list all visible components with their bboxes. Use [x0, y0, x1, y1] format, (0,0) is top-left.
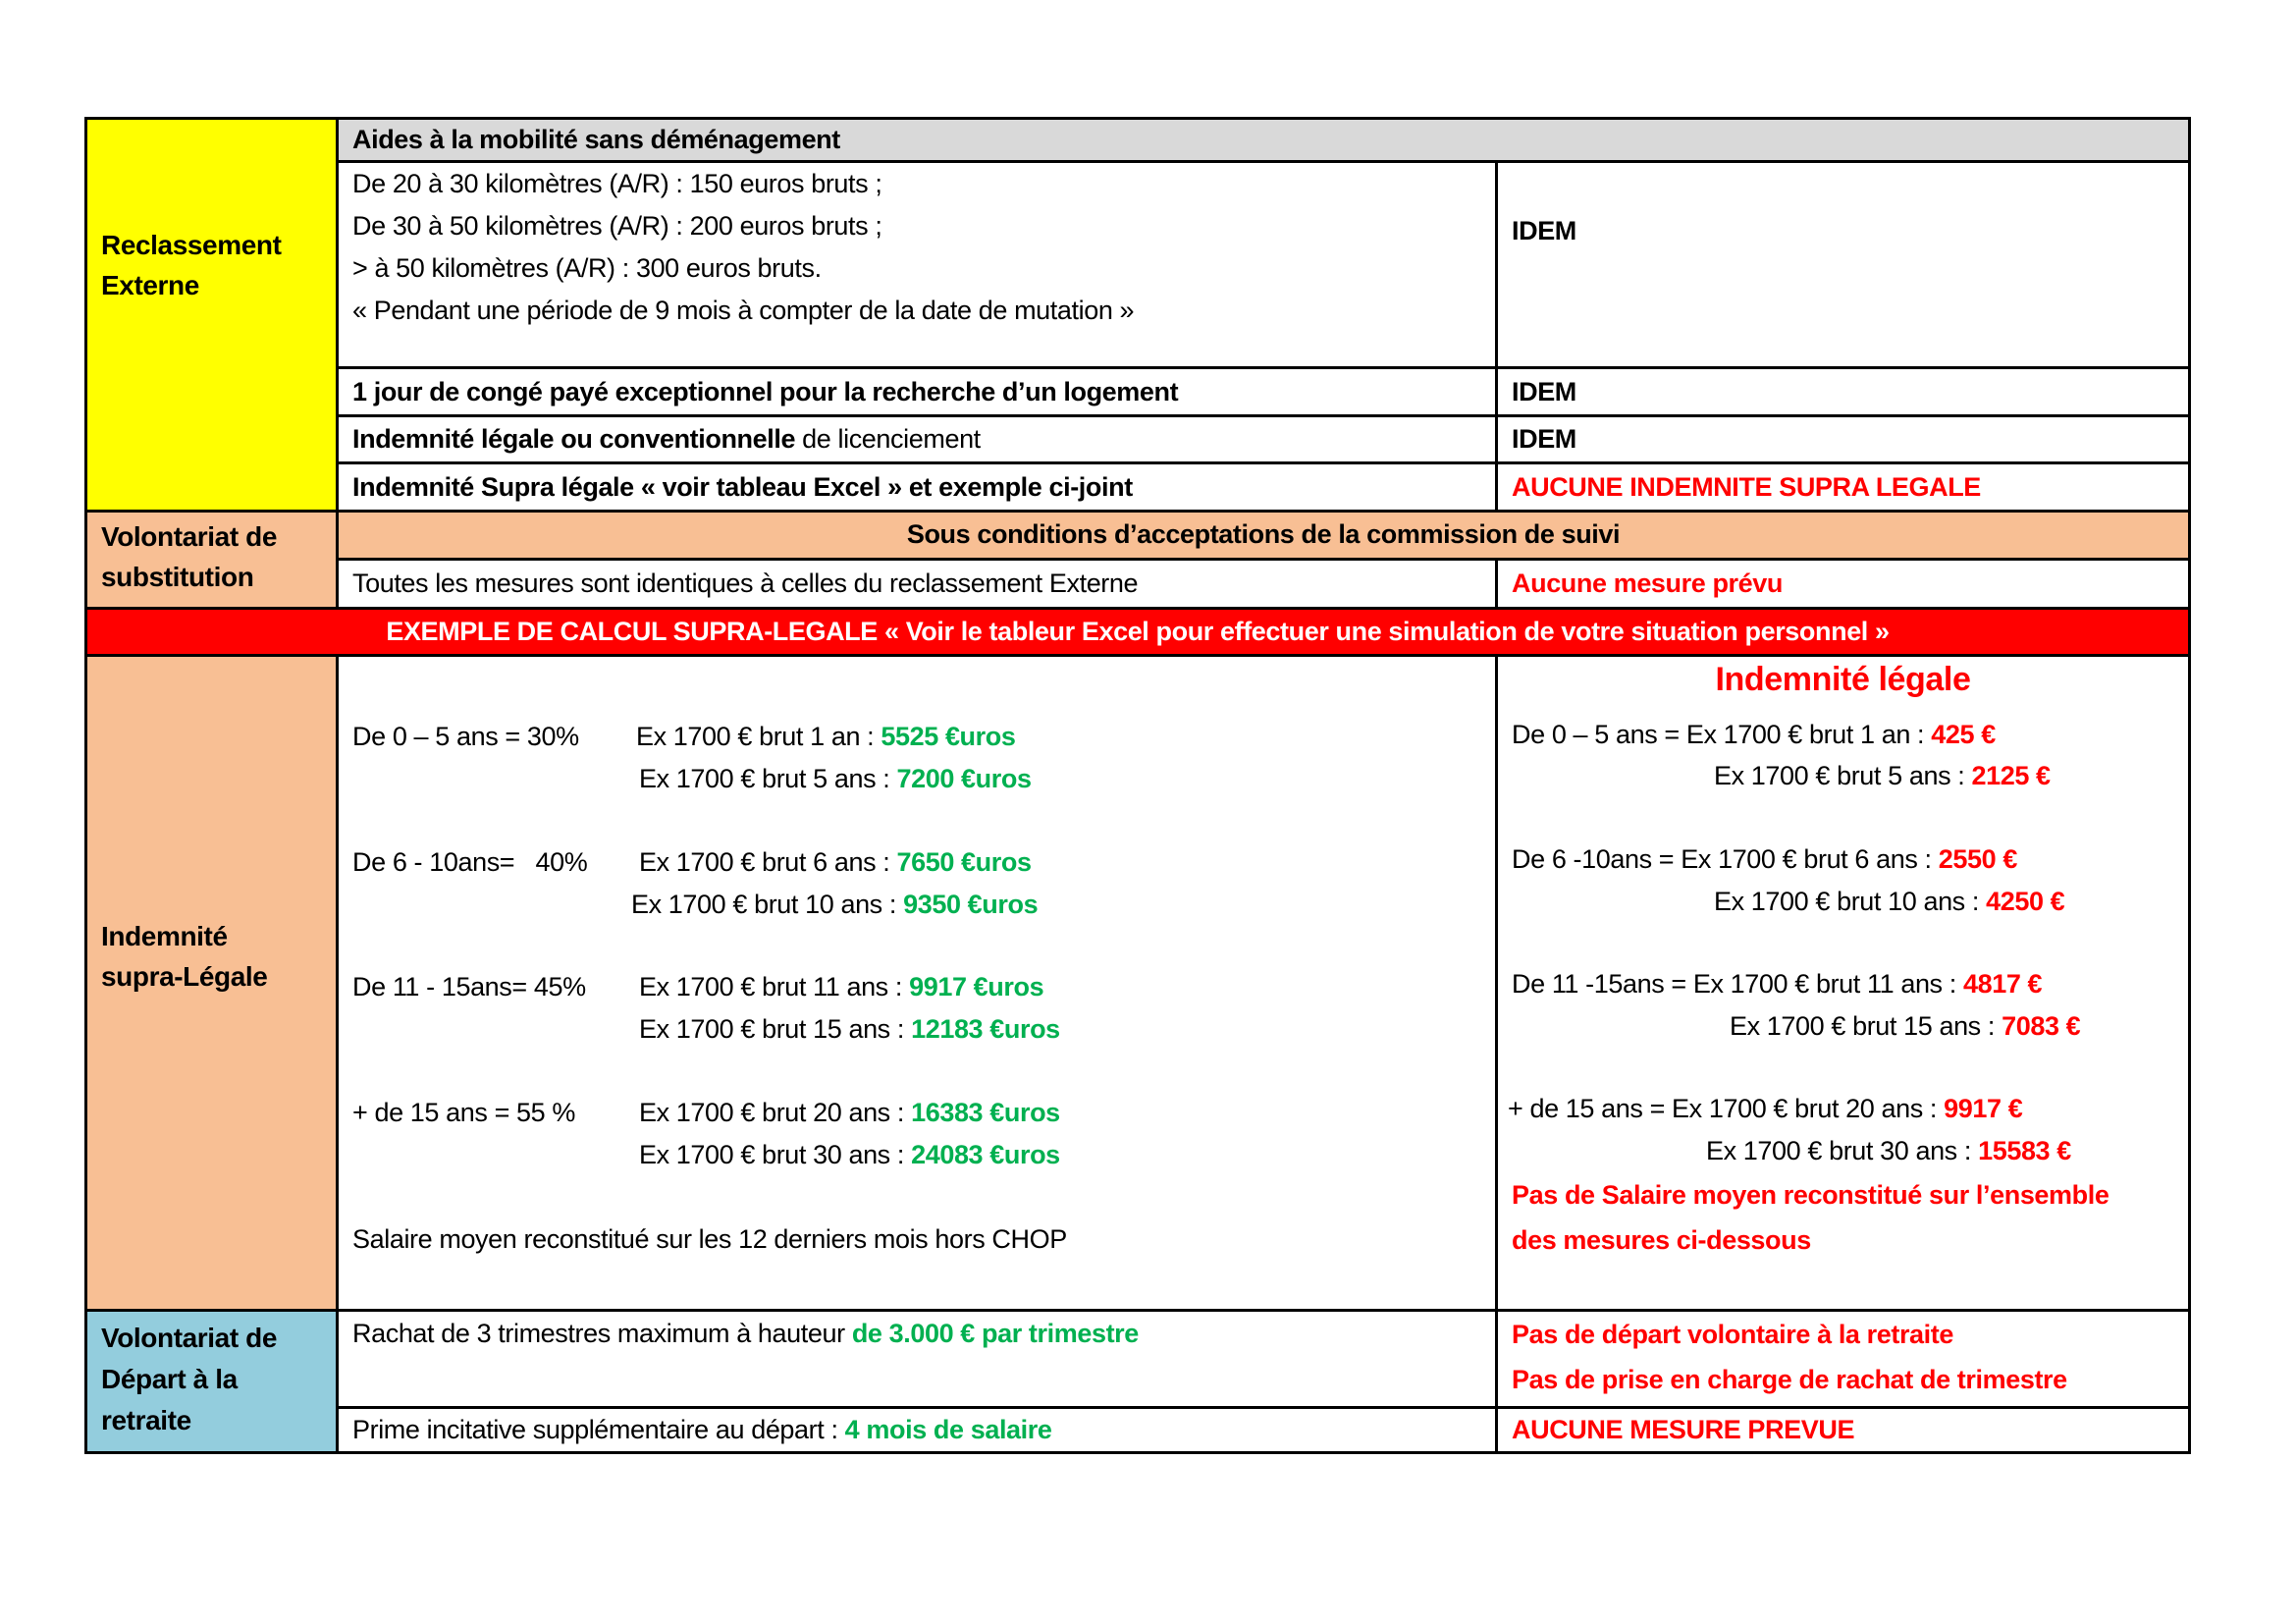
grid-line	[1495, 558, 1498, 610]
supra-bracket: De 11 - 15ans= 45%	[352, 972, 586, 1001]
comparison-table	[84, 117, 2191, 1454]
example-value: 425 €	[1931, 720, 1996, 749]
mobility-line: De 30 à 50 kilomètres (A/R) : 200 euros bruts ;	[352, 211, 882, 241]
retraite-label-line1: Volontariat de	[101, 1323, 278, 1353]
example-text: Ex 1700 € brut 6 ans :	[1681, 844, 1939, 874]
row-text-bold: Indemnité légale ou conventionnelle	[352, 424, 796, 454]
example-text: Ex 1700 € brut 30 ans :	[1706, 1136, 1979, 1165]
retraite-row1-right-line: Pas de prise en charge de rachat de trimestre	[1512, 1365, 2067, 1394]
example-value: 5525 €uros	[881, 722, 1016, 751]
example-value: 7650 €uros	[896, 847, 1032, 877]
mobility-compare: IDEM	[1512, 216, 1576, 245]
example-value: 2125 €	[1971, 761, 2051, 790]
retraite-row1-value: de 3.000 € par trimestre	[851, 1319, 1139, 1348]
reclassement-label-line1: Reclassement	[101, 230, 282, 260]
mobility-details	[339, 163, 1495, 366]
mobility-header: Aides à la mobilité sans déménagement	[339, 120, 2188, 160]
legal-bracket: De 0 – 5 ans =	[1512, 720, 1686, 749]
example-value: 9350 €uros	[903, 890, 1039, 919]
legal-bracket: De 6 -10ans =	[1512, 844, 1682, 874]
retraite-row2-text: Prime incitative supplémentaire au départ :	[352, 1415, 845, 1444]
grid-line	[87, 654, 2188, 657]
example-value: 12183 €uros	[911, 1014, 1060, 1044]
grid-line	[336, 461, 2188, 464]
supra-example	[639, 1092, 1060, 1134]
legal-bracket: De 11 -15ans =	[1512, 969, 1693, 999]
supra-bracket: De 6 - 10ans= 40%	[352, 847, 588, 877]
retraite-row1-left	[339, 1312, 1495, 1406]
example-value: 15583 €	[1978, 1136, 2071, 1165]
example-text: Ex 1700 € brut 5 ans :	[639, 764, 897, 793]
mobility-line: > à 50 kilomètres (A/R) : 300 euros bruts.	[352, 253, 822, 283]
grid-line	[336, 366, 2188, 369]
reclassement-row	[339, 369, 1495, 414]
supra-label-line2: supra-Légale	[101, 961, 268, 992]
example-text: Ex 1700 € brut 1 an :	[636, 722, 881, 751]
substitution-left: Toutes les mesures sont identiques à celles du reclassement Externe	[352, 568, 1139, 598]
retraite-row1-right-line: Pas de départ volontaire à la retraite	[1512, 1320, 1953, 1349]
legal-title: Indemnité légale	[1715, 661, 1971, 698]
retraite-label-line3: retraite	[101, 1405, 191, 1435]
legal-example	[1512, 714, 1996, 756]
retraite-label-line2: Départ à la	[101, 1364, 238, 1394]
example-text: Ex 1700 € brut 11 ans :	[1692, 969, 1963, 999]
supra-example	[636, 716, 1015, 758]
grid-line	[87, 510, 2188, 513]
reclassement-row	[339, 464, 1495, 510]
retraite-row2-value: 4 mois de salaire	[844, 1415, 1052, 1444]
grid-line	[336, 558, 2188, 561]
retraite-row2-left	[339, 1409, 1495, 1451]
example-text: Ex 1700 € brut 20 ans :	[1672, 1094, 1945, 1123]
retraite-row1-text: Rachat de 3 trimestres maximum à hauteur	[352, 1319, 852, 1348]
grid-line	[1495, 160, 1498, 513]
retraite-row1-right	[1498, 1312, 2188, 1406]
example-value: 16383 €uros	[911, 1098, 1060, 1127]
supra-example-banner: EXEMPLE DE CALCUL SUPRA-LEGALE « Voir le tableur Excel pour effectuer une simulation de votre situation personnel »	[87, 610, 2188, 654]
grid-line	[336, 1406, 2188, 1409]
reclassement-row-compare: IDEM	[1512, 377, 1576, 406]
example-value: 4817 €	[1962, 969, 2043, 999]
legal-example	[1512, 963, 2042, 1005]
example-value: 9917 €uros	[909, 972, 1044, 1001]
section-label-retraite	[87, 1312, 336, 1451]
example-text: Ex 1700 € brut 20 ans :	[639, 1098, 912, 1127]
example-value: 2550 €	[1938, 844, 2017, 874]
legal-example	[1714, 755, 2051, 797]
legal-bracket: + de 15 ans =	[1508, 1094, 1673, 1123]
supra-example	[639, 841, 1032, 884]
reclassement-row-compare: AUCUNE INDEMNITE SUPRA LEGALE	[1512, 472, 1981, 502]
section-label-supra	[87, 657, 336, 1309]
example-text: Ex 1700 € brut 10 ans :	[1714, 887, 1987, 916]
example-value: 4250 €	[1986, 887, 2065, 916]
example-text: Ex 1700 € brut 15 ans :	[1730, 1011, 2002, 1041]
mobility-line: « Pendant une période de 9 mois à compter de la date de mutation »	[352, 296, 1135, 325]
substitution-header: Sous conditions d’acceptations de la commission de suivi	[339, 513, 2188, 558]
substitution-right: Aucune mesure prévu	[1512, 568, 1783, 598]
row-text: de licenciement	[795, 424, 981, 454]
supra-example	[639, 1134, 1060, 1176]
reclassement-row-compare: IDEM	[1512, 424, 1576, 454]
supra-label-line1: Indemnité	[101, 921, 228, 951]
example-value: 9917 €	[1944, 1094, 2023, 1123]
grid-line	[336, 654, 339, 1454]
supra-left-panel	[339, 657, 1495, 1309]
legal-note-line: Pas de Salaire moyen reconstitué sur l’ensemble	[1512, 1180, 2109, 1210]
legal-example	[1512, 839, 2017, 881]
supra-example	[639, 966, 1043, 1008]
section-label-substitution	[87, 513, 336, 607]
grid-line	[336, 120, 339, 610]
example-text: Ex 1700 € brut 15 ans :	[639, 1014, 912, 1044]
legal-note-line: des mesures ci-dessous	[1512, 1225, 1811, 1255]
grid-line	[87, 607, 2188, 610]
supra-bracket: De 0 – 5 ans = 30%	[352, 722, 579, 751]
example-text: Ex 1700 € brut 1 an :	[1685, 720, 1932, 749]
grid-line	[336, 414, 2188, 417]
legal-example	[1706, 1130, 2071, 1172]
grid-line	[1495, 654, 1498, 1454]
supra-example	[639, 758, 1032, 800]
retraite-row2-right: AUCUNE MESURE PREVUE	[1512, 1415, 1855, 1444]
row-text-bold: 1 jour de congé payé exceptionnel pour la recherche d’un logement	[352, 377, 1179, 406]
substitution-label-line1: Volontariat de	[101, 521, 278, 552]
legal-example	[1730, 1005, 2080, 1048]
legal-example	[1714, 881, 2064, 923]
supra-bracket: + de 15 ans = 55 %	[352, 1098, 575, 1127]
section-label-reclassement	[87, 120, 336, 510]
example-text: Ex 1700 € brut 5 ans :	[1714, 761, 1972, 790]
example-text: Ex 1700 € brut 6 ans :	[639, 847, 897, 877]
example-text: Ex 1700 € brut 30 ans :	[639, 1140, 912, 1169]
supra-note: Salaire moyen reconstitué sur les 12 derniers mois hors CHOP	[352, 1224, 1067, 1254]
legal-right-panel	[1498, 657, 2188, 1309]
reclassement-row	[339, 417, 1495, 461]
example-value: 7083 €	[2002, 1011, 2081, 1041]
example-text: Ex 1700 € brut 11 ans :	[639, 972, 910, 1001]
example-text: Ex 1700 € brut 10 ans :	[631, 890, 904, 919]
substitution-label-line2: substitution	[101, 562, 254, 592]
legal-note	[1512, 1172, 2109, 1263]
mobility-line: De 20 à 30 kilomètres (A/R) : 150 euros bruts ;	[352, 169, 882, 198]
grid-line	[336, 160, 2188, 163]
legal-example	[1508, 1088, 2022, 1130]
reclassement-label-line2: Externe	[101, 270, 199, 300]
example-value: 7200 €uros	[896, 764, 1032, 793]
example-value: 24083 €uros	[911, 1140, 1060, 1169]
row-text-bold: Indemnité Supra légale « voir tableau Excel » et exemple ci-joint	[352, 472, 1133, 502]
supra-example	[639, 1008, 1060, 1051]
grid-line	[87, 1309, 2188, 1312]
supra-example	[631, 884, 1038, 926]
